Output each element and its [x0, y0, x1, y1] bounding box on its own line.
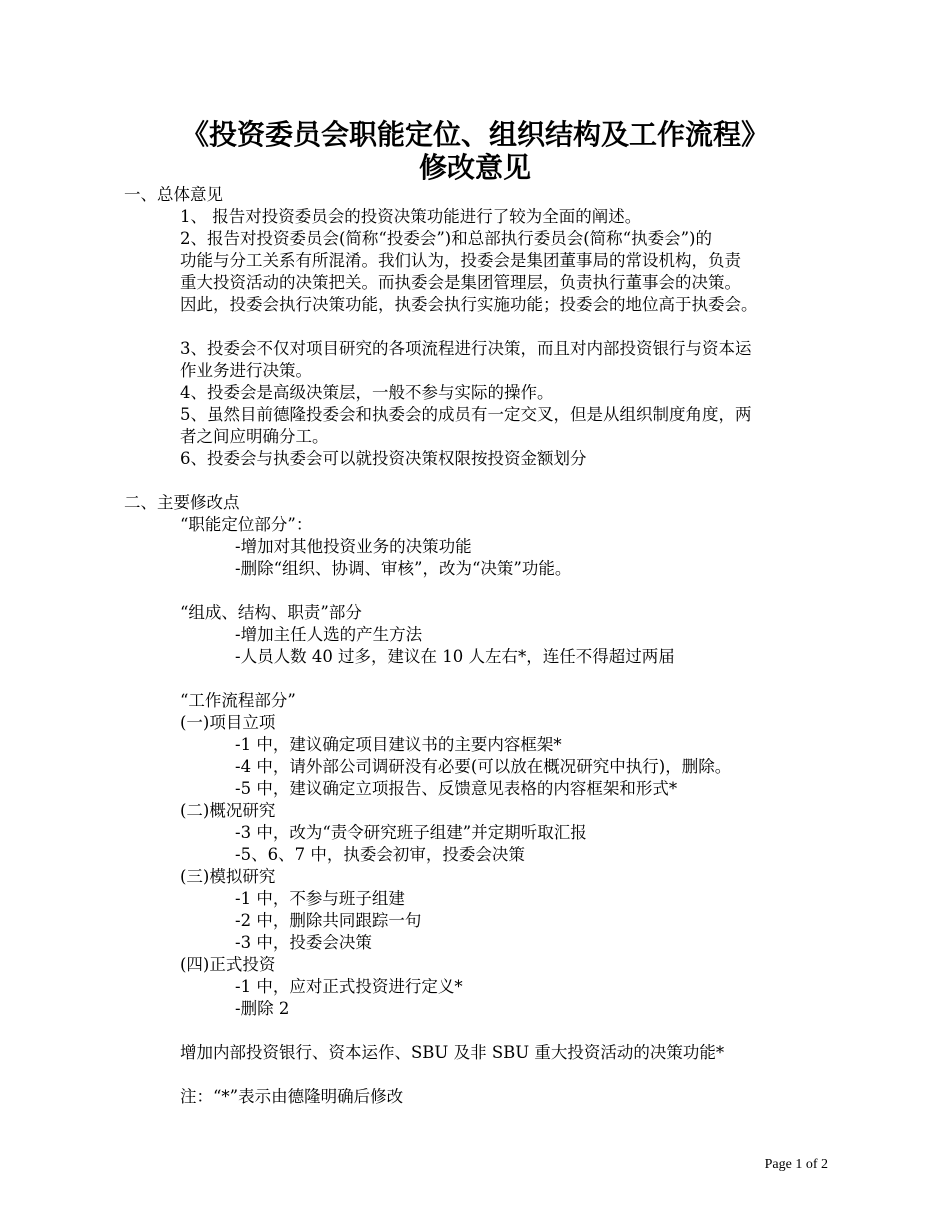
- page-number: Page 1 of 2: [764, 1157, 828, 1172]
- workflow-group-3-sub-3: -3 中，投委会决策: [235, 933, 372, 952]
- workflow-group-1-sub-1: -1 中，建议确定项目建议书的主要内容框架*: [235, 735, 562, 754]
- part-function-sub-1: -增加对其他投资业务的决策功能: [235, 537, 472, 556]
- workflow-group-3-heading: (三)模拟研究: [180, 867, 276, 886]
- workflow-group-4-sub-2: -删除 2: [235, 999, 290, 1018]
- part-workflow-heading: “工作流程部分”: [180, 691, 296, 710]
- workflow-group-2-sub-2: -5、6、7 中，执委会初审，投委会决策: [235, 845, 525, 864]
- section1-item-2-line-1: 2、报告对投资委员会(简称“投委会”)和总部执行委员会(简称“执委会”)的: [180, 229, 712, 248]
- note-paragraph: 注：“*”表示由德隆明确后修改: [180, 1087, 404, 1106]
- section1-item-6: 6、投委会与执委会可以就投资决策权限按投资金额划分: [180, 449, 587, 468]
- workflow-group-1-sub-2: -4 中，请外部公司调研没有必要(可以放在概况研究中执行)，删除。: [235, 757, 732, 776]
- part-structure-sub-2: -人员人数 40 过多，建议在 10 人左右*，连任不得超过两届: [235, 647, 675, 666]
- part-structure-sub-1: -增加主任人选的产生方法: [235, 625, 423, 644]
- section1-item-3-line-1: 3、投委会不仅对项目研究的各项流程进行决策，而且对内部投资银行与资本运: [180, 339, 752, 358]
- section1-item-4: 4、投委会是高级决策层，一般不参与实际的操作。: [180, 383, 554, 402]
- addition-paragraph: 增加内部投资银行、资本运作、SBU 及非 SBU 重大投资活动的决策功能*: [180, 1043, 725, 1062]
- workflow-group-1-sub-3: -5 中，建议确定立项报告、反馈意见表格的内容框架和形式*: [235, 779, 678, 798]
- section1-item-3-line-2: 作业务进行决策。: [180, 361, 312, 380]
- section2-heading: 二、主要修改点: [124, 493, 240, 512]
- section1-item-5-line-1: 5、虽然目前德隆投委会和执委会的成员有一定交叉，但是从组织制度角度，两: [180, 405, 752, 424]
- workflow-group-4-heading: (四)正式投资: [180, 955, 276, 974]
- section1-item-5-line-2: 者之间应明确分工。: [180, 427, 329, 446]
- document-title-line-1: 《投资委员会职能定位、组织结构及工作流程》: [180, 118, 769, 151]
- section1-item-1: 1、 报告对投资委员会的投资决策功能进行了较为全面的阐述。: [180, 207, 642, 226]
- section1-item-2-line-4: 因此，投委会执行决策功能，执委会执行实施功能；投委会的地位高于执委会。: [180, 295, 758, 314]
- section1-item-2-line-3: 重大投资活动的决策把关。而执委会是集团管理层，负责执行董事会的决策。: [180, 273, 741, 292]
- workflow-group-2-heading: (二)概况研究: [180, 801, 276, 820]
- part-structure-heading: “组成、结构、职责”部分: [180, 603, 362, 622]
- part-function-sub-2: -删除“组织、协调、审核”，改为“决策”功能。: [235, 559, 572, 578]
- document-title-line-2: 修改意见: [418, 151, 531, 184]
- workflow-group-3-sub-1: -1 中，不参与班子组建: [235, 889, 405, 908]
- section1-item-2-line-2: 功能与分工关系有所混淆。我们认为，投委会是集团董事局的常设机构，负责: [180, 251, 741, 270]
- workflow-group-3-sub-2: -2 中，删除共同跟踪一句: [235, 911, 422, 930]
- part-function-heading: “职能定位部分”：: [180, 515, 313, 534]
- section1-heading: 一、总体意见: [124, 185, 223, 204]
- workflow-group-2-sub-1: -3 中，改为“责令研究班子组建”并定期听取汇报: [235, 823, 587, 842]
- workflow-group-1-heading: (一)项目立项: [180, 713, 276, 732]
- workflow-group-4-sub-1: -1 中，应对正式投资进行定义*: [235, 977, 463, 996]
